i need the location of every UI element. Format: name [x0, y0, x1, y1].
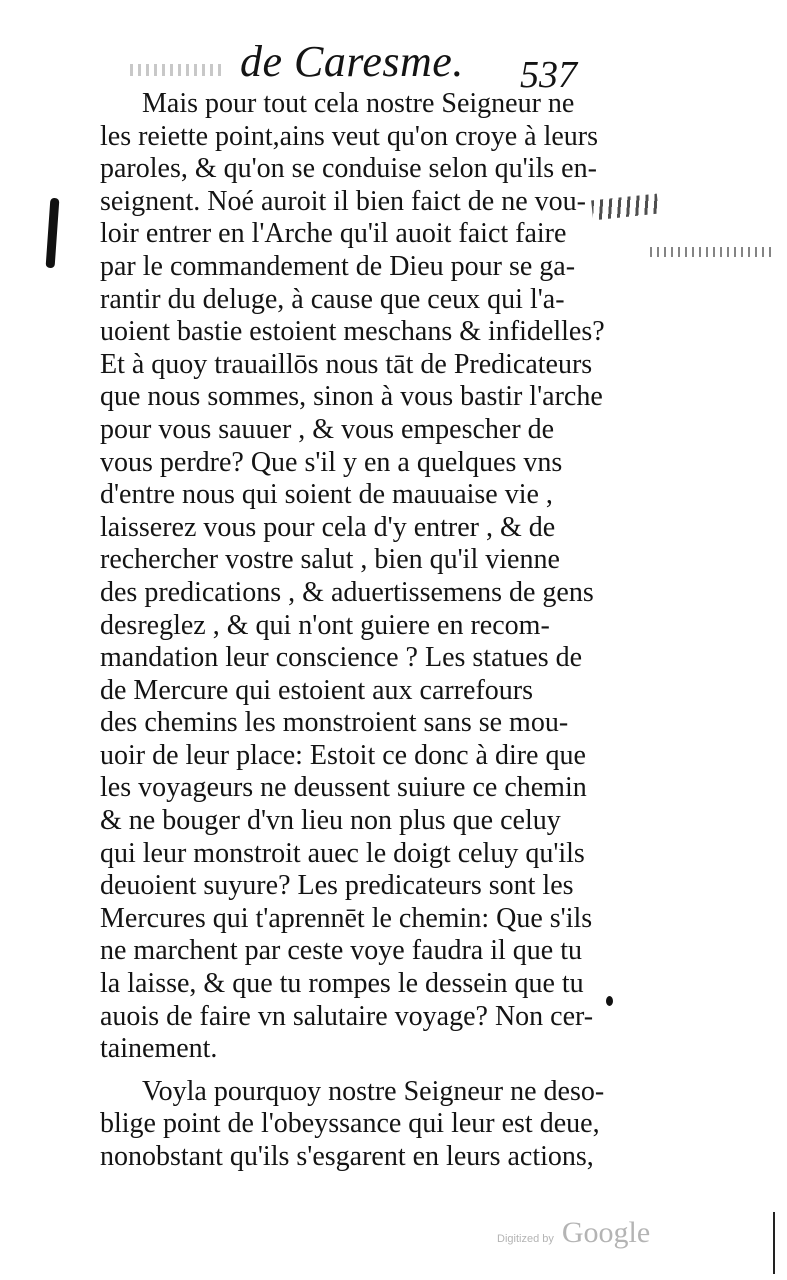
text-line: ne marchent par ceste voye faudra il que tu — [100, 935, 583, 967]
text-line: nonobstant qu'ils s'esgarent en leurs actions, — [100, 1141, 594, 1172]
text-line: Mercures qui t'aprennēt le chemin: Que s'ils — [100, 902, 593, 934]
text-line: rechercher vostre salut , bien qu'il vienne — [100, 544, 560, 576]
handwritten-margin-note — [591, 194, 659, 221]
handwritten-margin-scrawl — [650, 247, 775, 257]
text-line: des chemins les monstroient sans se mou- — [100, 707, 569, 739]
text-line: la laisse, & que tu rompes le dessein que tu — [100, 968, 584, 1000]
text-line: des predications , & aduertissemens de gens — [100, 576, 594, 608]
text-line: pour vous sauuer , & vous empescher de — [100, 413, 555, 445]
page-number: 537 — [520, 54, 577, 96]
text-line: les voyageurs ne deussent suiure ce chemin — [100, 772, 587, 804]
text-line: laisserez vous pour cela d'y entrer , & de — [100, 511, 556, 543]
text-line: uoir de leur place: Estoit ce donc à dire que — [100, 739, 586, 771]
body-text — [100, 88, 605, 1174]
text-line: auois de faire vn salutaire voyage? Non cer- — [100, 1000, 594, 1032]
margin-ink-dot — [606, 996, 613, 1006]
text-line: paroles, & qu'on se conduise selon qu'ils en- — [100, 153, 597, 185]
running-title: de Caresme. — [240, 37, 464, 86]
watermark-caption: Digitized by — [497, 1233, 554, 1245]
text-line: loir entrer en l'Arche qu'il auoit faict faire — [100, 218, 567, 250]
text-line: tainement. — [100, 1033, 218, 1065]
margin-bracket-mark — [46, 198, 60, 268]
header-ink-smudge — [130, 64, 222, 76]
text-line: Voyla pourquoy nostre Seigneur ne deso- — [142, 1075, 605, 1107]
text-line: vous perdre? Que s'il y en a quelques vns — [100, 446, 563, 478]
page-edge-line — [773, 1212, 775, 1274]
text-line: qui leur monstroit auec le doigt celuy qu'ils — [100, 837, 585, 869]
text-line: Mais pour tout cela nostre Seigneur ne — [142, 88, 575, 119]
text-line: d'entre nous qui soient de mauuaise vie , — [100, 479, 553, 511]
text-line: que nous sommes, sinon à vous bastir l'arche — [100, 381, 603, 413]
text-line: seignent. Noé auroit il bien faict de ne vou- — [100, 185, 586, 217]
paragraph-gap — [100, 1066, 590, 1076]
text-line: rantir du deluge, à cause que ceux qui l'a- — [100, 283, 565, 315]
text-line: & ne bouger d'vn lieu non plus que celuy — [100, 805, 561, 837]
digitization-watermark — [497, 1218, 650, 1248]
text-line: les reiette point,ains veut qu'on croye à leurs — [100, 120, 598, 152]
text-line: deuoient suyure? Les predicateurs sont les — [100, 870, 574, 902]
text-line: par le commandement de Dieu pour se ga- — [100, 250, 576, 282]
watermark-brand: Google — [561, 1216, 651, 1249]
text-line: uoient bastie estoient meschans & infidelles? — [100, 316, 605, 348]
text-line: mandation leur conscience ? Les statues de — [100, 642, 583, 674]
text-line: de Mercure qui estoient aux carrefours — [100, 674, 534, 706]
text-line: Et à quoy trauaillōs nous tāt de Predicateurs — [100, 348, 593, 380]
text-line: blige point de l'obeyssance qui leur est deue, — [100, 1108, 600, 1140]
text-line: desreglez , & qui n'ont guiere en recom- — [100, 609, 550, 641]
